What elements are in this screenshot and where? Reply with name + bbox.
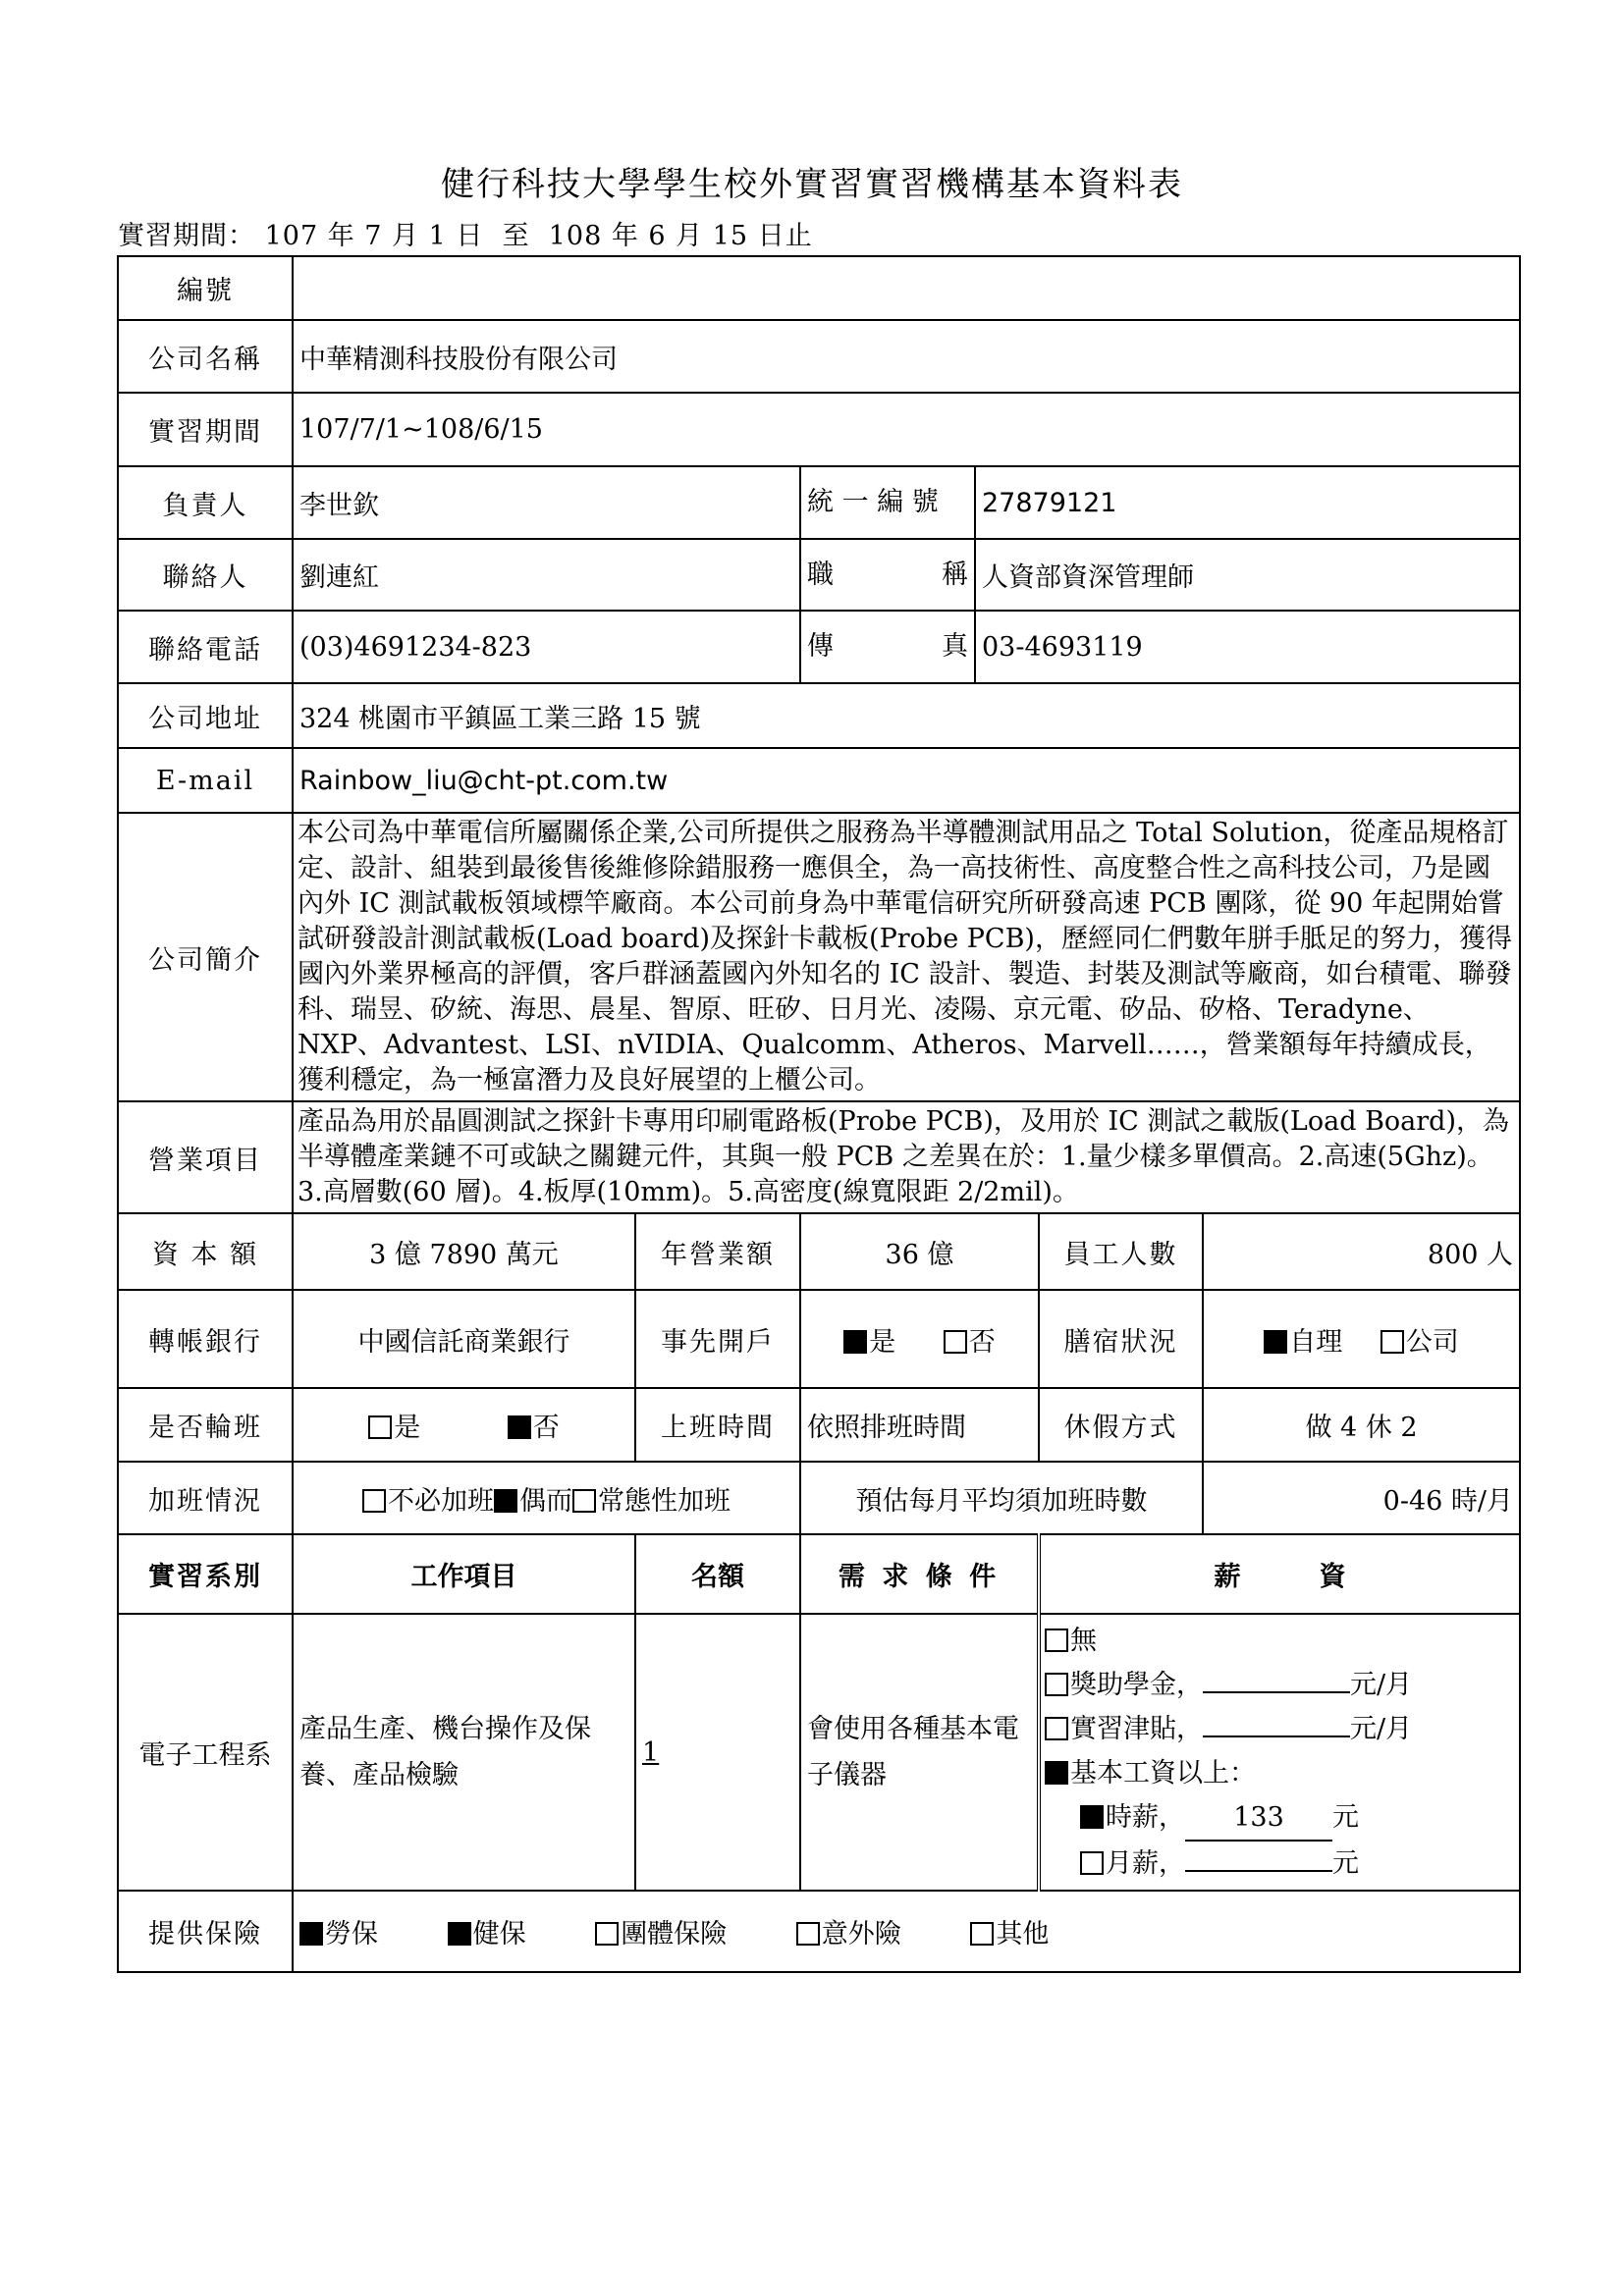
salary-hourly-option[interactable]: 時薪， 133 元 <box>1045 1795 1515 1842</box>
checkbox-icon <box>1045 1673 1068 1696</box>
owner-value: 李世欽 <box>293 466 800 539</box>
work-hours-value: 依照排班時間 <box>800 1388 1039 1462</box>
business-label: 營業項目 <box>118 1101 293 1213</box>
bank-label: 轉帳銀行 <box>118 1290 293 1388</box>
salary-none-option[interactable]: 無 <box>1045 1619 1515 1663</box>
quota-header: 名額 <box>635 1534 800 1614</box>
shift-no-option[interactable]: 否 <box>508 1413 560 1443</box>
company-name-value: 中華精測科技股份有限公司 <box>293 320 1520 393</box>
job-title-label-b: 稱 <box>942 560 968 590</box>
checkbox-icon <box>970 1922 994 1946</box>
tax-id-label: 統 一 編 號 <box>801 467 976 538</box>
hourly-wage-value: 133 <box>1185 1795 1332 1842</box>
staff-label: 員工人數 <box>1039 1213 1203 1290</box>
serial-label: 編號 <box>118 256 293 320</box>
internship-period-line: 實習期間： 107 年 7 月 1 日 至 108 年 6 月 15 日止 <box>118 221 813 251</box>
row-serial <box>118 256 1520 320</box>
salary-header-b: 資 <box>1319 1562 1346 1592</box>
business-value: 產品為用於晶圓測試之探針卡專用印刷電路板(Probe PCB)，及用於 IC 測試之載版(Load Board)，為半導體產業鏈不可或缺之關鍵元件，其與一般 PCB 之差異在於：1.量少樣多單價高。2.高速(5Ghz)。3.高層數(60 層)。4.板厚(10mm)。5.高密度(線寬限距 2/2mil)。 <box>293 1101 1520 1213</box>
row-job-header <box>118 1534 1520 1614</box>
capital-label: 資 本 額 <box>118 1213 293 1290</box>
checked-box-icon <box>1045 1761 1068 1785</box>
leave-label: 休假方式 <box>1039 1388 1203 1462</box>
overtime-occasional-option[interactable]: 偶而 <box>494 1486 572 1517</box>
job-dept-value: 電子工程系 <box>118 1614 293 1891</box>
row-insurance <box>118 1891 1520 1972</box>
contact-label: 聯絡人 <box>118 539 293 611</box>
row-overtime <box>118 1462 1520 1534</box>
serial-value <box>293 256 1520 320</box>
shift-label: 是否輪班 <box>118 1388 293 1462</box>
checkbox-icon <box>1380 1330 1404 1354</box>
checkbox-icon <box>1080 1851 1104 1875</box>
phone-value: (03)4691234-823 <box>293 611 800 683</box>
intro-value: 本公司為中華電信所屬關係企業,公司所提供之服務為半導體測試用品之 Total Solution，從產品規格訂定、設計、組裝到最後售後維修除錯服務一應俱全，為一高技術性、高度整合性之高科技公司，乃是國內外 IC 測試載板領域標竿廠商。本公司前身為中華電信研究所研發高速 PCB 團隊，從 90 年起開始嘗試研發設計測試載板(Load board)及探針卡載板(Probe PCB)，歷經同仁們數年胼手胝足的努力，獲得國內外業界極高的評價，客戶群涵蓋國內外知名的 IC 設計、製造、封裝及測試等廠商，如台積電、聯發科、瑞昱、矽統、海思、晨星、智原、旺矽、日月光、凌陽、京元電、矽品、矽格、Teradyne、NXP、Advantest、LSI、nVIDIA、Qualcomm、Atheros、Marvell……，營業額每年持續成長，獲利穩定，為一極富潛力及良好展望的上櫃公司。 <box>293 813 1520 1101</box>
checked-box-icon <box>299 1922 323 1946</box>
row-business <box>118 1101 1520 1213</box>
period-label: 實習期間 <box>118 393 293 466</box>
company-name-label: 公司名稱 <box>118 320 293 393</box>
row-period <box>118 393 1520 466</box>
owner-label: 負責人 <box>118 466 293 539</box>
contact-value: 劉連紅 <box>293 539 800 611</box>
insurance-labor-option[interactable]: 勞保 <box>299 1919 378 1949</box>
checkbox-icon <box>1045 1629 1068 1652</box>
checked-box-icon <box>843 1330 867 1354</box>
row-intro <box>118 813 1520 1101</box>
checked-box-icon <box>448 1922 471 1946</box>
job-requirement-value: 會使用各種基本電子儀器 <box>800 1614 1039 1891</box>
fax-label-b: 真 <box>942 631 968 662</box>
row-bank <box>118 1290 1520 1388</box>
scholarship-blank[interactable] <box>1203 1691 1350 1693</box>
overtime-label: 加班情況 <box>118 1462 293 1534</box>
overtime-avg-label: 預估每月平均須加班時數 <box>800 1462 1203 1534</box>
company-info-table <box>117 255 1521 1973</box>
monthly-wage-blank[interactable] <box>1185 1870 1332 1872</box>
dept-header: 實習系別 <box>118 1534 293 1614</box>
email-label: E-mail <box>118 748 293 813</box>
row-email <box>118 748 1520 813</box>
revenue-value: 36 億 <box>800 1213 1039 1290</box>
period-value: 107/7/1~108/6/15 <box>293 393 1520 466</box>
work-header: 工作項目 <box>293 1534 635 1614</box>
insurance-health-option[interactable]: 健保 <box>448 1919 526 1949</box>
salary-allowance-option[interactable]: 實習津貼， 元/月 <box>1045 1707 1515 1751</box>
checked-box-icon <box>508 1415 531 1439</box>
checked-box-icon <box>494 1489 517 1513</box>
lodging-label: 膳宿狀況 <box>1039 1290 1203 1388</box>
lodging-self-option[interactable]: 自理 <box>1264 1327 1342 1358</box>
row-owner <box>118 466 1520 539</box>
staff-value: 800 人 <box>1203 1213 1520 1290</box>
revenue-label: 年營業額 <box>635 1213 800 1290</box>
checked-box-icon <box>1264 1330 1287 1354</box>
row-shift <box>118 1388 1520 1462</box>
insurance-label: 提供保險 <box>118 1891 293 1972</box>
checkbox-icon <box>1045 1717 1068 1740</box>
job-quota-value: 1 <box>635 1614 800 1891</box>
capital-value: 3 億 7890 萬元 <box>293 1213 635 1290</box>
checkbox-icon <box>796 1922 820 1946</box>
row-address <box>118 683 1520 748</box>
insurance-accident-option[interactable]: 意外險 <box>796 1919 901 1949</box>
tax-id-value: 27879121 <box>982 487 1117 518</box>
overtime-none-option[interactable]: 不必加班 <box>362 1486 494 1517</box>
bank-value: 中國信託商業銀行 <box>293 1290 635 1388</box>
allowance-blank[interactable] <box>1203 1735 1350 1737</box>
job-title-label-a: 職 <box>807 560 834 590</box>
insurance-group-option[interactable]: 團體保險 <box>595 1919 727 1949</box>
work-hours-label: 上班時間 <box>635 1388 800 1462</box>
address-value: 324 桃園市平鎮區工業三路 15 號 <box>293 683 1520 748</box>
checkbox-icon <box>368 1415 392 1439</box>
overtime-regular-option[interactable]: 常態性加班 <box>572 1486 731 1517</box>
row-phone <box>118 611 1520 683</box>
account-no-option[interactable]: 否 <box>944 1327 996 1358</box>
job-work-value: 產品生產、機台操作及保養、產品檢驗 <box>293 1614 635 1891</box>
row-job <box>118 1614 1520 1891</box>
email-value: Rainbow_liu@cht-pt.com.tw <box>293 748 1520 813</box>
fax-value: 03-4693119 <box>982 631 1143 663</box>
checkbox-icon <box>362 1489 386 1513</box>
row-contact <box>118 539 1520 611</box>
fax-label-a: 傳 <box>807 631 834 662</box>
address-label: 公司地址 <box>118 683 293 748</box>
checkbox-icon <box>944 1330 967 1354</box>
salary-header-a: 薪 <box>1214 1562 1241 1592</box>
salary-monthly-option[interactable]: 月薪， 元 <box>1045 1842 1515 1886</box>
account-yes-option[interactable]: 是 <box>843 1327 895 1358</box>
salary-scholarship-option[interactable]: 獎助學金， 元/月 <box>1045 1663 1515 1707</box>
requirement-header: 需 求 條 件 <box>800 1534 1039 1614</box>
account-label: 事先開戶 <box>635 1290 800 1388</box>
checked-box-icon <box>1080 1805 1104 1829</box>
intro-label: 公司簡介 <box>118 813 293 1101</box>
overtime-avg-value: 0-46 時/月 <box>1203 1462 1520 1534</box>
form-title: 健行科技大學學生校外實習實習機構基本資料表 <box>441 165 1183 204</box>
row-capital <box>118 1213 1520 1290</box>
insurance-other-option[interactable]: 其他 <box>970 1919 1049 1949</box>
salary-basic-option[interactable]: 基本工資以上： <box>1045 1751 1515 1795</box>
lodging-company-option[interactable]: 公司 <box>1380 1327 1459 1358</box>
row-company <box>118 320 1520 393</box>
checkbox-icon <box>572 1489 596 1513</box>
shift-yes-option[interactable]: 是 <box>368 1413 420 1443</box>
checkbox-icon <box>595 1922 619 1946</box>
leave-value: 做 4 休 2 <box>1203 1388 1520 1462</box>
phone-label: 聯絡電話 <box>118 611 293 683</box>
job-title-value: 人資部資深管理師 <box>982 562 1194 593</box>
